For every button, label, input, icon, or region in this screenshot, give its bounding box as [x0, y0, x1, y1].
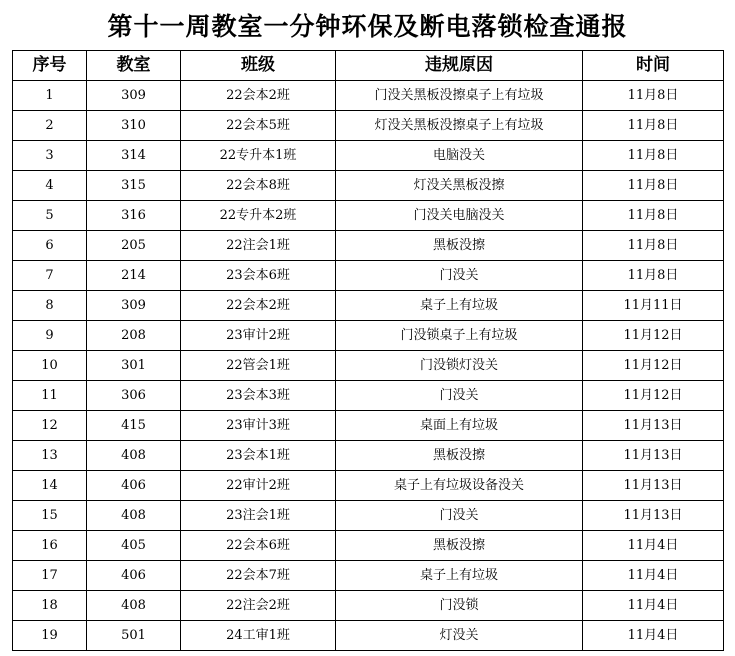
- cell-class: 23审计3班: [181, 411, 336, 441]
- table-row: [13, 501, 724, 531]
- cell-room: 214: [87, 261, 181, 291]
- cell-date: 11月8日: [583, 141, 724, 171]
- cell-index: 3: [13, 141, 87, 171]
- cell-reason: 电脑没关: [336, 141, 583, 171]
- table-row: [13, 201, 724, 231]
- column-header-date: 时间: [583, 51, 724, 81]
- cell-room: 314: [87, 141, 181, 171]
- cell-index: 9: [13, 321, 87, 351]
- table-row: [13, 261, 724, 291]
- cell-room: 415: [87, 411, 181, 441]
- cell-index: 16: [13, 531, 87, 561]
- cell-reason: 桌子上有垃圾: [336, 291, 583, 321]
- table-row: [13, 561, 724, 591]
- cell-room: 501: [87, 621, 181, 651]
- cell-index: 11: [13, 381, 87, 411]
- cell-reason: 门没关: [336, 381, 583, 411]
- cell-class: 22会本5班: [181, 111, 336, 141]
- column-header-index: 序号: [13, 51, 87, 81]
- column-header-reason: 违规原因: [336, 51, 583, 81]
- table-row: [13, 111, 724, 141]
- cell-room: 406: [87, 561, 181, 591]
- cell-class: 23审计2班: [181, 321, 336, 351]
- table-row: [13, 171, 724, 201]
- column-header-room: 教室: [87, 51, 181, 81]
- cell-index: 12: [13, 411, 87, 441]
- cell-date: 11月12日: [583, 321, 724, 351]
- cell-class: 22管会1班: [181, 351, 336, 381]
- cell-room: 408: [87, 591, 181, 621]
- cell-class: 23注会1班: [181, 501, 336, 531]
- cell-date: 11月13日: [583, 411, 724, 441]
- cell-index: 13: [13, 441, 87, 471]
- cell-date: 11月4日: [583, 591, 724, 621]
- cell-index: 7: [13, 261, 87, 291]
- cell-class: 22注会1班: [181, 231, 336, 261]
- page-title: 第十一周教室一分钟环保及断电落锁检查通报: [107, 12, 628, 41]
- cell-reason: 门没锁: [336, 591, 583, 621]
- cell-room: 301: [87, 351, 181, 381]
- cell-room: 309: [87, 81, 181, 111]
- cell-index: 5: [13, 201, 87, 231]
- cell-index: 1: [13, 81, 87, 111]
- cell-room: 408: [87, 441, 181, 471]
- cell-index: 15: [13, 501, 87, 531]
- table-row: [13, 291, 724, 321]
- cell-room: 406: [87, 471, 181, 501]
- table-row: [13, 471, 724, 501]
- cell-reason: 门没关: [336, 501, 583, 531]
- table-row: [13, 621, 724, 651]
- cell-date: 11月8日: [583, 111, 724, 141]
- cell-index: 8: [13, 291, 87, 321]
- cell-date: 11月4日: [583, 561, 724, 591]
- cell-room: 316: [87, 201, 181, 231]
- cell-date: 11月8日: [583, 201, 724, 231]
- cell-class: 22会本6班: [181, 531, 336, 561]
- cell-reason: 桌子上有垃圾: [336, 561, 583, 591]
- cell-class: 22会本2班: [181, 81, 336, 111]
- cell-reason: 门没锁灯没关: [336, 351, 583, 381]
- cell-date: 11月4日: [583, 531, 724, 561]
- table-row: [13, 591, 724, 621]
- cell-date: 11月12日: [583, 381, 724, 411]
- table-row: [13, 441, 724, 471]
- cell-reason: 门没锁桌子上有垃圾: [336, 321, 583, 351]
- cell-reason: 黑板没擦: [336, 441, 583, 471]
- cell-reason: 门没关黑板没擦桌子上有垃圾: [336, 81, 583, 111]
- cell-date: 11月12日: [583, 351, 724, 381]
- cell-room: 309: [87, 291, 181, 321]
- table-header-row: [13, 51, 724, 81]
- cell-class: 22专升本1班: [181, 141, 336, 171]
- cell-date: 11月13日: [583, 501, 724, 531]
- cell-room: 208: [87, 321, 181, 351]
- cell-date: 11月13日: [583, 471, 724, 501]
- cell-class: 23会本1班: [181, 441, 336, 471]
- cell-class: 22注会2班: [181, 591, 336, 621]
- cell-index: 6: [13, 231, 87, 261]
- cell-room: 310: [87, 111, 181, 141]
- table-row: [13, 351, 724, 381]
- cell-reason: 桌面上有垃圾: [336, 411, 583, 441]
- cell-class: 22审计2班: [181, 471, 336, 501]
- cell-reason: 灯没关: [336, 621, 583, 651]
- cell-class: 23会本3班: [181, 381, 336, 411]
- cell-room: 315: [87, 171, 181, 201]
- cell-date: 11月8日: [583, 81, 724, 111]
- cell-index: 2: [13, 111, 87, 141]
- cell-room: 306: [87, 381, 181, 411]
- table-row: [13, 381, 724, 411]
- column-header-class: 班级: [181, 51, 336, 81]
- cell-class: 24工审1班: [181, 621, 336, 651]
- cell-class: 22会本8班: [181, 171, 336, 201]
- cell-date: 11月4日: [583, 621, 724, 651]
- cell-room: 205: [87, 231, 181, 261]
- cell-class: 22会本2班: [181, 291, 336, 321]
- cell-date: 11月8日: [583, 261, 724, 291]
- cell-reason: 门没关电脑没关: [336, 201, 583, 231]
- cell-index: 4: [13, 171, 87, 201]
- cell-class: 22专升本2班: [181, 201, 336, 231]
- table-row: [13, 531, 724, 561]
- cell-room: 405: [87, 531, 181, 561]
- cell-date: 11月13日: [583, 441, 724, 471]
- table-row: [13, 231, 724, 261]
- cell-class: 22会本7班: [181, 561, 336, 591]
- cell-index: 17: [13, 561, 87, 591]
- cell-index: 18: [13, 591, 87, 621]
- table-row: [13, 81, 724, 111]
- cell-date: 11月8日: [583, 231, 724, 261]
- table-row: [13, 411, 724, 441]
- cell-reason: 桌子上有垃圾设备没关: [336, 471, 583, 501]
- inspection-report-table: [12, 50, 724, 651]
- cell-room: 408: [87, 501, 181, 531]
- cell-reason: 灯没关黑板没擦: [336, 171, 583, 201]
- table-row: [13, 321, 724, 351]
- cell-date: 11月8日: [583, 171, 724, 201]
- cell-index: 19: [13, 621, 87, 651]
- cell-reason: 门没关: [336, 261, 583, 291]
- cell-date: 11月11日: [583, 291, 724, 321]
- cell-class: 23会本6班: [181, 261, 336, 291]
- cell-index: 14: [13, 471, 87, 501]
- table-header: [13, 51, 724, 81]
- cell-reason: 黑板没擦: [336, 231, 583, 261]
- cell-index: 10: [13, 351, 87, 381]
- cell-reason: 黑板没擦: [336, 531, 583, 561]
- table-row: [13, 141, 724, 171]
- table-body: [13, 81, 724, 651]
- cell-reason: 灯没关黑板没擦桌子上有垃圾: [336, 111, 583, 141]
